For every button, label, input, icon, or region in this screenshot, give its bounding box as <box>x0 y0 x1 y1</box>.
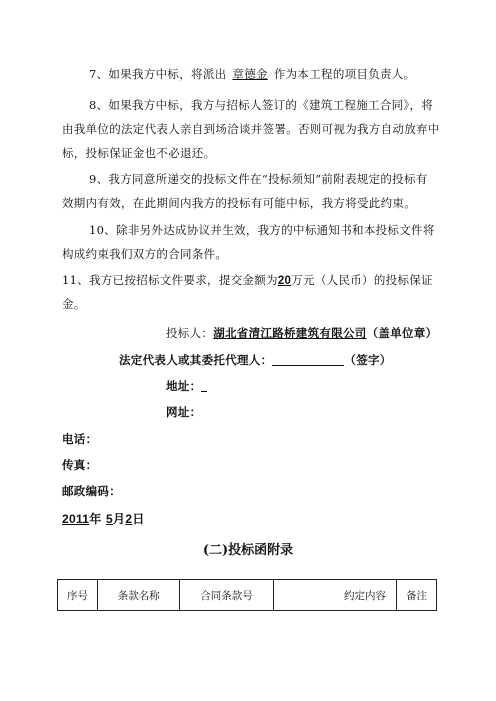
appendix-header-row <box>58 580 437 611</box>
bidder-line <box>166 325 437 341</box>
website-label: 网址： <box>166 405 202 419</box>
date-day-unit: 日 <box>132 512 145 526</box>
address-blank <box>201 379 207 392</box>
date-month: 5 <box>106 512 114 526</box>
p7-suffix: 作为本工程的项目负责人。 <box>273 67 416 81</box>
bid-bond-amount: 20 <box>277 275 292 287</box>
paragraph-8-line-1: 8、如果我方中标，我方与招标人签订的《建筑工程施工合同》，将 <box>89 98 434 112</box>
header-contract-clause-no: 合同条款号 <box>180 580 273 611</box>
bidder-name: 湖北省清江路桥建筑有限公司 <box>213 326 367 340</box>
paragraph-8-line-2: 由我单位的法定代表人亲自到场洽谈并签署。否则可视为我方自动放弃中 <box>62 122 440 136</box>
legal-rep-line <box>119 352 392 368</box>
paragraph-9-line-2: 效期内有效，在此期间内我方的投标有可能中标，我方将受此约束。 <box>62 196 416 210</box>
paragraph-9-line-1: 9、我方同意所递交的投标文件在“投标须知”前附表规定的投标有 <box>89 172 428 186</box>
header-serial-no: 序号 <box>58 580 98 611</box>
paragraph-11-line-1 <box>62 272 433 288</box>
bidder-seal-note: （盖单位章） <box>366 326 438 340</box>
header-clause-name: 条款名称 <box>97 580 179 611</box>
signing-date <box>62 510 145 527</box>
fax-label: 传真： <box>62 458 98 472</box>
paragraph-7 <box>89 66 415 82</box>
address-label: 地址： <box>166 379 202 393</box>
date-month-unit: 月 <box>113 512 126 526</box>
header-agreed-content: 约定内容 <box>273 580 396 611</box>
header-remarks: 备注 <box>396 580 436 611</box>
paragraph-8-line-3: 标，投标保证金也不必退还。 <box>62 146 216 160</box>
legal-rep-signature-blank <box>272 353 344 366</box>
p11-suffix: 万元（人民币）的投标保证 <box>291 273 433 287</box>
project-manager-name: 章德金 <box>232 67 268 81</box>
date-year-unit: 年 <box>89 512 102 526</box>
address-line <box>166 378 207 394</box>
p11-prefix: 11、我方已按招标文件要求，提交金额为 <box>62 273 278 287</box>
legal-rep-sign-note: （签字） <box>344 353 392 367</box>
date-year: 2011 <box>62 512 90 526</box>
paragraph-10-line-2: 构成约束我们双方的合同条件。 <box>62 247 228 261</box>
postcode-label: 邮政编码： <box>62 484 121 498</box>
paragraph-10-line-1: 10、除非另外达成协议并生效，我方的中标通知书和本投标文件将 <box>89 223 435 237</box>
date-day: 2 <box>125 512 133 526</box>
bidder-label: 投标人： <box>166 326 214 340</box>
appendix-title: (二)投标函附录 <box>202 543 294 558</box>
p7-prefix: 7、如果我方中标，将派出 <box>89 67 227 81</box>
legal-rep-label: 法定代表人或其委托代理人： <box>119 353 273 367</box>
appendix-table <box>57 579 437 611</box>
phone-label: 电话： <box>62 432 98 446</box>
paragraph-11-line-2: 金。 <box>62 297 86 311</box>
